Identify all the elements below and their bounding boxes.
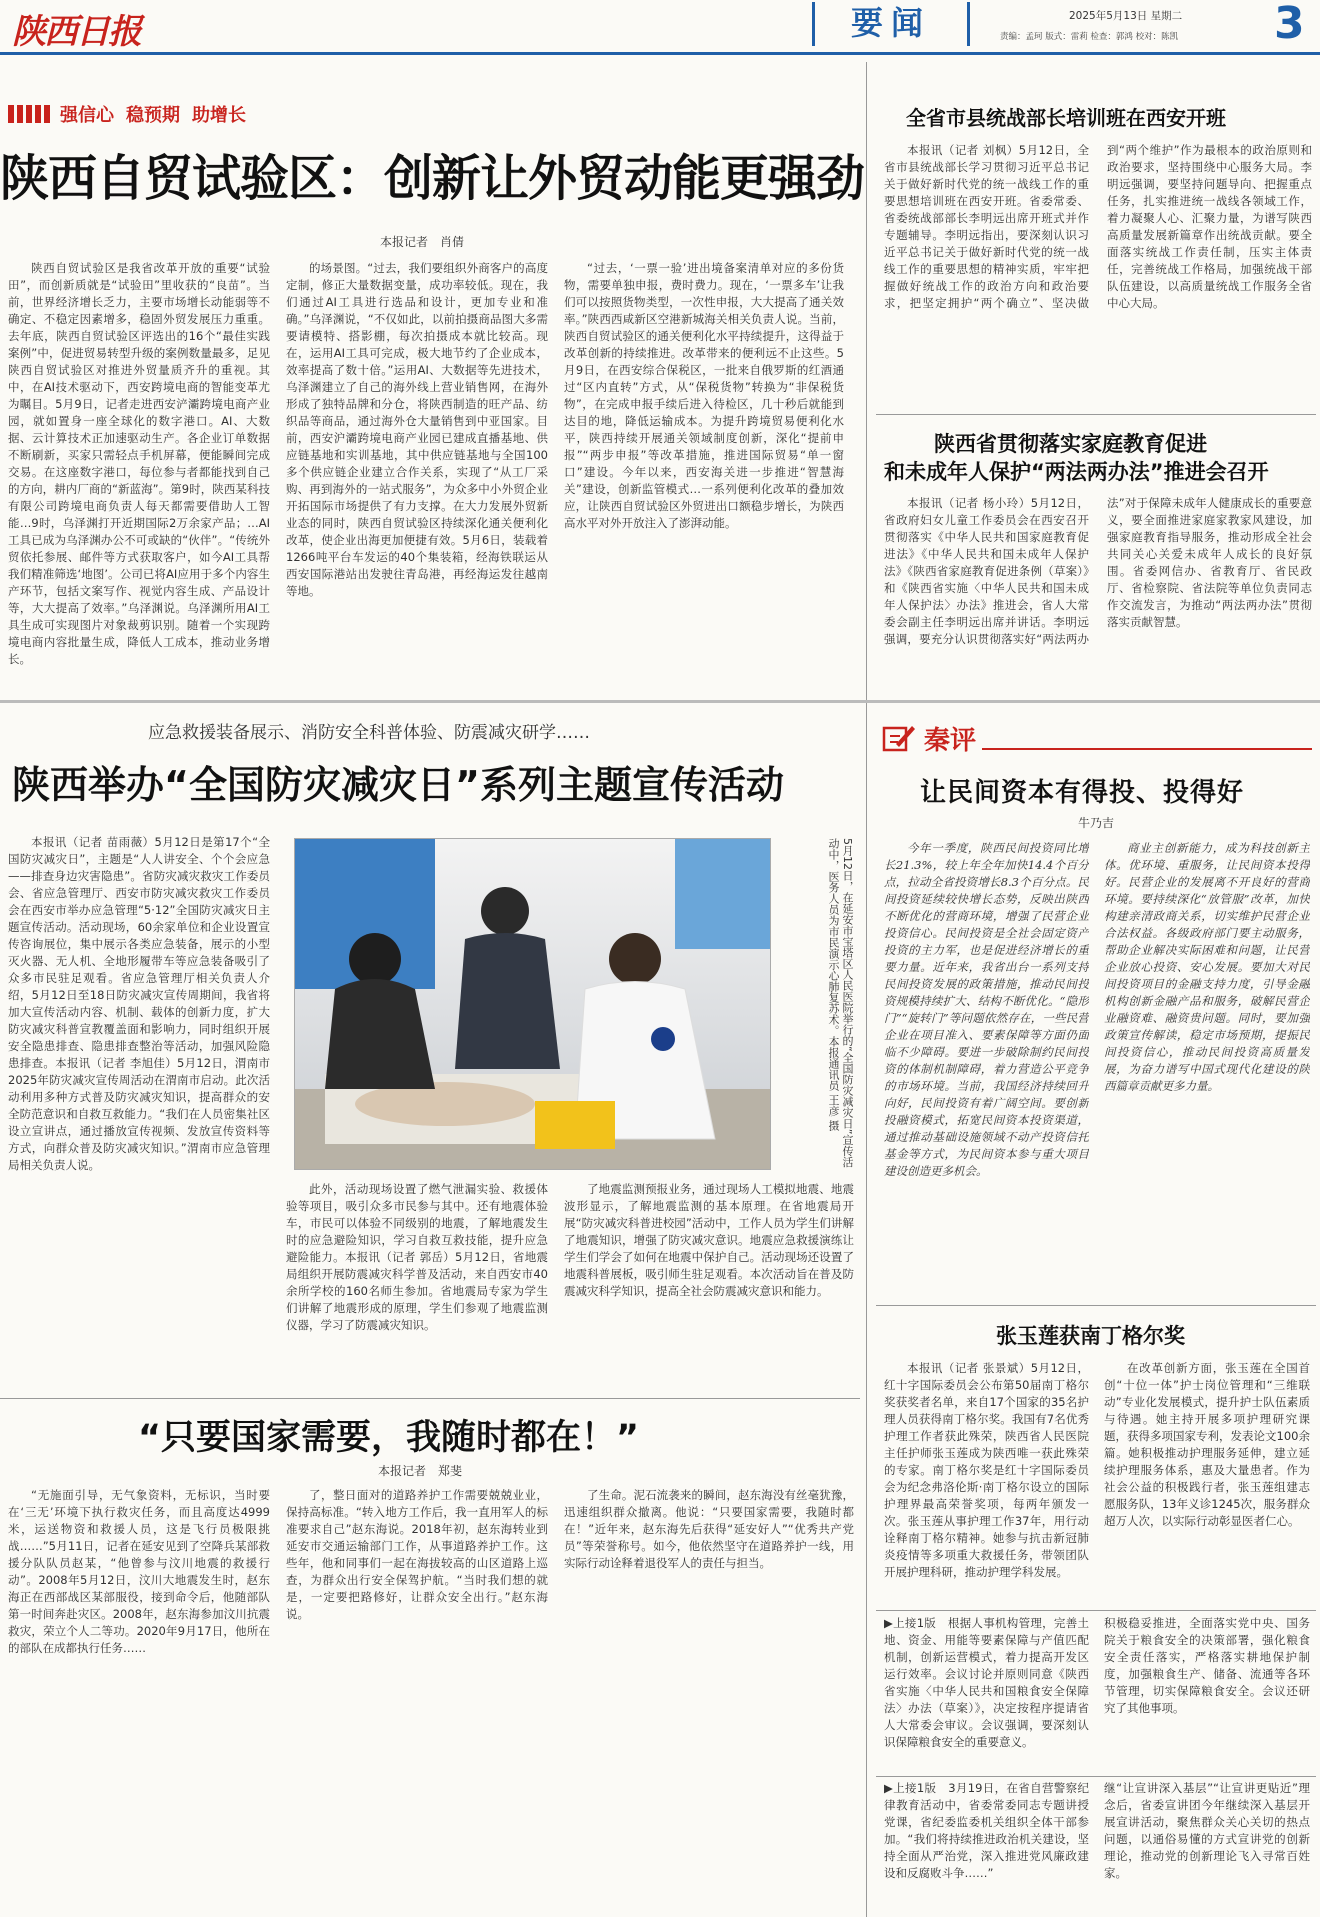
headline: “只要国家需要，我随时都在！” bbox=[138, 1418, 640, 1458]
headline: 陕西举办“全国防灾减灾日”系列主题宣传活动 bbox=[12, 763, 784, 807]
brief-2 bbox=[876, 1780, 1316, 1916]
body-col-2: 的场景图。“过去，我们要组织外商客户的高度定制，修正大量数据变量，成功率较低。现在，我们通过AI工具进行选品和设计，更加专业和准确。”乌泽渊说，“不仅如此，以前拍摄商品图大多需要请模特、搭影棚，每次拍摄成本就比较高。现在，运用AI工具可完成，极大地节约了企业成本，效率提高了数十倍。”运用AI、大数据等先进技术，乌泽渊建立了自己的海外线上营业销售网，在海外形成了独特品牌和分仓，将陕西制造的旺产品、纺织品等商品，通过海外仓大量销售到中亚国家。目前，西安沪灞跨境电商产业园已建成直播基地、供应链基地和实训基地，其中供应链基地与全国100多个供应链企业建立合作关系，实现了“从工厂采购、再到海外的一站式服务”，为众多中小外贸企业开拓国际市场提供了有力支撑。在大力发展外贸新业态的同时，陕西自贸试验区持续深化通关便利化改革，使企业出海更加便捷有效。5月6日，装载着1266吨平台车发运的40个集装箱，经海铁联运从西安国际港站出发驶往青岛港，再经海运发往越南等地。 bbox=[286, 261, 548, 598]
kicker bbox=[8, 102, 246, 126]
divider-v-main bbox=[866, 62, 867, 1917]
kicker-2: 稳预期 bbox=[126, 105, 180, 126]
divider-h-3 bbox=[0, 1398, 860, 1399]
body-col-1: 今年一季度，陕西民间投资同比增长21.3%，较上年全年加快14.4个百分点，拉动全省投资增长8.3个百分点。民间投资延续较快增长态势，反映出陕西不断优化的营商环境，增强了民营企业投资信心。民间投资是全社会固定资产投资的主力军，也是促进经济增长的重要力量。近年来，我省出台一系列支持民间投资发展的政策措施，推动民间投资规模持续扩大、结构不断优化。“隐形门”“旋转门”等问题依然存在，一些民营企业在项目准入、要素保障等方面仍面临不少障碍。要进一步破除制约民间投资的体制机制障碍，着力营造公平竞争的市场环境。当前，我国经济持续回升向好，民间投资有着广阔空间。要创新投融资模式，拓宽民间资本投资渠道，通过推动基础设施领域不动产投资信托基金等方式，为民间资本参与重大项目建设创造更多机会。 bbox=[884, 841, 1089, 1178]
display-board-2 bbox=[675, 839, 771, 949]
issue-date: 2025年5月13日 星期二 bbox=[1069, 10, 1183, 22]
kicker-3: 助增长 bbox=[192, 105, 246, 126]
headline-2: 和未成年人保护“两法两办法”推进会召开 bbox=[884, 460, 1269, 484]
person-left-head bbox=[349, 933, 401, 985]
brief-2-col-1: ▶上接1版 3月19日，在省自营警察纪律教育活动中，省委常委同志专题讲授党课，省纪委监委机关组织全体干部参加。“我们将持续推进政治机关建设，坚持全面从严治党，深入推进党风廉政建设和反腐败斗争……” bbox=[884, 1781, 1089, 1880]
kicker: 应急救援装备展示、消防安全科普体验、防震减灾研学…… bbox=[148, 723, 590, 743]
cpr-demo-photo bbox=[295, 839, 771, 1170]
divider-h-1 bbox=[876, 414, 1316, 415]
article-disaster-day bbox=[0, 706, 860, 1396]
body: 本报讯（记者 杨小玲）5月12日，省政府妇女儿童工作委员会在西安召开贯彻落实《中华人民共和国家庭教育促进法》《中华人民共和国未成年人保护法》《陕西省家庭教育促进条例（草案）》和《陕西省实施〈中华人民共和国未成年人保护法〉办法》推进会，省人大常委会副主任李明远出席并讲话。李明远强调，要充分认识贯彻落实好“两法两办法”对于保障未成年人健康成长的重要意义，要全面推进家庭家教家风建设，加强家庭教育指导服务，推动形成全社会共同关心关爱未成年人成长的良好氛围。省委网信办、省教育厅、省民政厅、省检察院、省法院等单位负责同志作交流发言，为推动“两法两办法”贯彻落实贡献智慧。 bbox=[884, 496, 1312, 646]
article-commentary bbox=[876, 712, 1316, 1302]
body-col-1: “无施面引导，无气象资料，无标识，当时要在‘三无’环境下执行救灾任务，而且高度达4999米，运送物资和救援人员，这是飞行员极限挑战……”5月11日，记者在延安见到了空降兵某部救援分队队员赵某，“他曾参与汶川地震的救援行动”。2008年5月12日，汶川大地震发生时，赵东海正在西部战区某部服役，接到命令后，他随部队第一时间奔赴灾区。2008年，赵东海参加汶川抗震救灾，荣立个人二等功。2020年9月17日，他所在的部队在成都执行任务…… bbox=[8, 1488, 270, 1655]
section-box bbox=[812, 2, 970, 46]
body-col-3: 了生命。泥石流袭来的瞬间，赵东海没有丝毫犹豫，迅速组织群众撤离。他说：“只要国家需要，我随时都在！”近年来，赵东海先后获得“延安好人”“优秀共产党员”等荣誉称号。如今，他依然坚守在道路养护一线，用实际行动诠释着退役军人的责任与担当。 bbox=[564, 1488, 854, 1570]
headline-1: 陕西省贯彻落实家庭教育促进 bbox=[934, 432, 1207, 456]
divider-h-6 bbox=[876, 1776, 1316, 1777]
page-number: 3 bbox=[1274, 0, 1305, 49]
person-mid-body bbox=[455, 933, 560, 1069]
brief-1-col-1: ▶上接1版 根据人事机构管理，完善土地、资金、用能等要素保障与产值匹配机制，创新运营模式，着力提高开发区运行效率。会议讨论并原则同意《陕西省实施〈中华人民共和国粮食安全保障法〉办法（草案）》，决定按程序提请省人大常委会审议。会议强调，要深刻认识保障粮食安全的重要意义。 bbox=[884, 1616, 1089, 1749]
body-col-2: 此外，活动现场设置了燃气泄漏实验、救援体验等项目，吸引众多市民参与其中。还有地震体验车，市民可以体验不同级别的地震，了解地震发生时的应急避险知识，学习自救互救技能，提升应急避险能力。本报讯（记者 郭岳）5月12日，省地震局组织开展防震减灾科学普及活动，来自西安市40余所学校的160名师生参加。省地震局专家为学生们讲解了地震形成的原理，学生们参观了地震监测仪器，学习了防震减灾知识。 bbox=[286, 1182, 548, 1332]
headline: 全省市县统战部长培训班在西安开班 bbox=[906, 106, 1226, 130]
body-col-1: 本报讯（记者 张景斌）5月12日，红十字国际委员会公布第50届南丁格尔奖获奖者名单，来自17个国家的35名护理人员获得南丁格尔奖。我国有7名优秀护理工作者获此殊荣，陕西省人民医院主任护师张玉莲成为陕西唯一获此殊荣的专家。南丁格尔奖是红十字国际委员会为纪念弗洛伦斯·南丁格尔设立的国际护理界最高荣誉奖项，每两年颁发一次。张玉莲从事护理工作37年，用行动诠释南丁格尔精神。她参与抗击新冠肺炎疫情等多项重大救援任务，带领团队开展护理科研，推动护理学科发展。 bbox=[884, 1361, 1089, 1579]
article-minor-protection bbox=[876, 420, 1316, 690]
byline: 牛乃吉 bbox=[1078, 816, 1115, 830]
editors-line: 责编：孟珂 版式：雷莉 检查：郭鸿 校对：陈凯 bbox=[1000, 32, 1179, 42]
person-right-head bbox=[609, 933, 661, 985]
section-title: 要闻 bbox=[850, 4, 931, 42]
pen-icon bbox=[882, 722, 916, 754]
column-label: 秦评 bbox=[924, 726, 977, 756]
body-col-2: 在改革创新方面，张玉莲在全国首创“十位一体”护士岗位管理和“三维联动”专业化发展模式，提升护士队伍素质与待遇。她主持开展多项护理研究课题，获得多项国家专利，发表论文100余篇。她积极推动护理服务延伸，建立延续护理服务体系，惠及大量患者。作为社会公益的积极践行者，张玉莲组建志愿服务队，13年义诊1245次，服务群众超万人次，以实际行动彰显医者仁心。 bbox=[1104, 1361, 1310, 1528]
headline: 陕西自贸试验区：创新让外贸动能更强劲 bbox=[0, 150, 865, 207]
brief-2-col-2: 继“让宣讲深入基层”“让宣讲更贴近”理念后，省委宣讲团今年继续深入基层开展宣讲活动，聚焦群众关心关切的热点问题，以通俗易懂的方式宣讲党的创新理论，推动党的创新理论飞入寻常百姓家。 bbox=[1104, 1781, 1310, 1880]
body-col-1: 陕西自贸试验区是我省改革开放的重要“试验田”，而创新质就是“试验田”里收获的“良苗”。当前，世界经济增长乏力，主要市场增长动能弱等不确定、不稳定因素增多，稳固外贸发展压力重重。去年底，陕西自贸试验区评选出的16个“最佳实践案例”中，促进贸易转型升级的案例数量最多，足见陕西自贸试验区对推进外贸量质齐升的重视。其中，在AI技术驱动下，西安跨境电商的智能变革尤为瞩目。5月9日，记者走进西安浐灞跨境电商产业园，就如置身一座全球化的数字港口。AI、大数据、云计算技术正加速驱动生产。各企业订单数据不断刷新，买家只需轻点手机屏幕，便能瞬间完成交易。在这座数字港口，每位参与者都能找到自己的方向，耕内厂商的“新蓝海”。第9时，陕西某科技有限公司跨境电商负责人每天都需要借助人工智能…9时，乌泽渊打开近期国际2万余家产品；…AI工具已成为乌泽渊办公不可或缺的“伙伴”。“传统外贸依托参展、邮件等方式获取客户，如今AI工具帮我们精准筛选‘地图’。公司已将AI应用于多个内容生产环节，包括文案写作、视觉内容生成、产品设计等，大大提高了效率。”乌泽渊说。乌泽渊所用AI工具生成可实现图片对象裁剪识别。随着一个实现跨境电商内容批量生成，降低人工成本，推动业务增长。 bbox=[8, 261, 270, 666]
headline: 张玉莲获南丁格尔奖 bbox=[996, 1324, 1185, 1348]
brief-1-col-2: 积极稳妥推进，全面落实党中央、国务院关于粮食安全的决策部署，强化粮食安全责任落实，严格落实耕地保护制度，加强粮食生产、储备、流通等各环节管理，切实保障粮食安全。会议还研究了其他事项。 bbox=[1104, 1616, 1310, 1715]
aed-box bbox=[535, 1101, 615, 1149]
photo-caption: 5月12日，在延安市宝塔区人民医院举行的“全国防灾减灾日”宣传活动中，医务人员为市民演示心肺复苏术。本报通讯员 王彦 摄 bbox=[827, 838, 854, 1168]
column-header bbox=[882, 718, 1312, 758]
person-mid-head bbox=[481, 887, 529, 935]
body-col-2: 商业主创新能力，成为科技创新主体。优环境、重服务，让民间资本投得好。民营企业的发展离不开良好的营商环境。要持续深化“放管服”改革，加快构建亲清政商关系，切实维护民营企业合法权益。各级政府部门要主动服务，帮助企业解决实际困难和问题，让民营企业放心投资、安心发展。要加大对民间投资项目的金融支持力度，引导金融机构创新金融产品和服务，破解民营企业融资难、融资贵问题。同时，要加强政策宣传解读，稳定市场预期，提振民间投资信心，推动民间投资高质量发展，为奋力谱写中国式现代化建设的陕西篇章贡献更多力量。 bbox=[1104, 841, 1310, 1093]
masthead bbox=[0, 0, 1320, 52]
body: 本报讯（记者 刘枫）5月12日，全省市县统战部长学习贯彻习近平总书记关于做好新时代党的统一战线工作的重要思想培训班在西安开班。省委常委、省委统战部部长李明远出席开班式并作专题辅导。李明远指出，要深刻认识习近平总书记关于做好新时代党的统一战线工作的重要思想的精神实质，牢牢把握做好统战工作的政治方向和政治要求，把坚定拥护“两个确立”、坚决做到“两个维护”作为最根本的政治原则和政治要求，坚持围绕中心服务大局。李明远强调，要坚持问题导向、把握重点任务，扎实推进统一战线各领域工作，着力凝聚人心、汇聚力量，为谱写陕西高质量发展新篇章作出统战贡献。要全面落实统战工作责任制，压实主体责任，完善统战工作格局，加强统战干部队伍建设，以高质量统战工作服务全省中心大局。 bbox=[884, 143, 1312, 310]
news-photo bbox=[294, 838, 771, 1170]
divider-h-4 bbox=[876, 1305, 1316, 1306]
body-col-3: 了地震监测预报业务，通过现场人工模拟地震、地震波形显示，了解地震监测的基本原理。在省地震局开展“防灾减灾科普进校园”活动中，工作人员为学生们讲解了地震知识，增强了防灾减灾意识。地震应急救援演练让学生们学会了如何在地震中保护自己。活动现场还设置了地震科普展板，吸引师生驻足观看。本次活动旨在普及防震减灾科学知识，提高全社会防震减灾意识和能力。 bbox=[564, 1182, 854, 1298]
headline: 让民间资本有得投、投得好 bbox=[920, 778, 1245, 808]
article-veteran bbox=[0, 1402, 860, 1917]
article-ftz bbox=[0, 60, 865, 720]
article-nightingale bbox=[876, 1308, 1316, 1608]
column-underline bbox=[982, 748, 1312, 750]
newspaper-logo: 陕西日报 bbox=[12, 12, 140, 52]
body-col-2: 了，整日面对的道路养护工作需要兢兢业业，保持高标准。“转入地方工作后，我一直用军人的标准要求自己”赵东海说。2018年初，赵东海转业到延安市交通运输部门工作，从事道路养护工作。这些年，他和同事们一起在海拔较高的山区道路上巡查，为群众出行安全保驾护航。“当时我们想的就是，一定要把路修好，让群众安全出行。”赵东海说。 bbox=[286, 1488, 548, 1621]
divider-h-5 bbox=[876, 1610, 1316, 1611]
badge bbox=[651, 1027, 675, 1051]
kicker-bar-icon bbox=[8, 105, 50, 123]
brief-1 bbox=[876, 1615, 1316, 1775]
divider-h-2 bbox=[0, 700, 1320, 703]
article-united-front bbox=[876, 60, 1316, 408]
byline: 本报记者 肖倩 bbox=[380, 235, 465, 249]
byline: 本报记者 郑斐 bbox=[378, 1464, 463, 1478]
body-col-3: “过去，‘一票一验’进出境备案清单对应的多份货物，需要单独申报，费时费力。现在，‘一票多车’让我们可以按照货物类型，一次性申报，大大提高了通关效率。”陕西西咸新区空港新城海关相关负责人说。当前，陕西自贸试验区的通关便利化水平持续提升，这得益于改革创新的持续推进。改革带来的便利远不止这些。5月9日，在西安综合保税区，一批来自俄罗斯的红酒通过“区内直转”方式，从“保税货物”转换为“非保税货物”，在完成申报手续后进入待检区，几十秒后就能到达目的地，降低运输成本。为提升跨境贸易便利化水平，陕西持续开展通关领域制度创新，深化“提前申报”“两步申报”等改革措施，推进国际贸易“单一窗口”建设。今年以来，西安海关进一步推进“智慧海关”建设，创新监管模式…一系列便利化改革的叠加效应，让陕西自贸试验区外贸进出口额稳步增长，为陕西高水平对外开放注入了澎湃动能。 bbox=[564, 261, 844, 530]
masthead-rule bbox=[0, 52, 1320, 55]
kicker-1: 强信心 bbox=[60, 105, 114, 126]
body-col-1: 本报讯（记者 苗雨薇）5月12日是第17个“全国防灾减灾日”，主题是“人人讲安全、个个会应急——排查身边灾害隐患”。省防灾减灾救灾工作委员会、省应急管理厅、西安市防灾减灾救灾工作委员会在西安市举办应急管理“5·12”全国防灾减灾日主题宣传活动。活动现场，60余家单位和企业设置宣传咨询展位，集中展示各类应急装备，展示的小型灭火器、无人机、全地形履带车等应急装备吸引了众多市民驻足观看。省应急管理厅相关负责人介绍，5月12日至18日防灾减灾宣传周期间，我省将加大宣传活动内容、机制、载体的创新力度，扩大防灾减灾科普宣教覆盖面和影响力，同时组织开展安全隐患排查、隐患排查整治等活动，加强风险隐患排查。本报讯（记者 李旭佳）5月12日，渭南市2025年防灾减灾宣传周活动在渭南市启动。此次活动利用多种方式普及防灾减灾知识，提高群众的安全防范意识和自救互救能力。“我们在人员密集社区设立宣讲点，通过播放宣传视频、发放宣传资料等方式，向群众普及防灾减灾知识。”渭南市应急管理局相关负责人说。 bbox=[8, 835, 270, 1172]
